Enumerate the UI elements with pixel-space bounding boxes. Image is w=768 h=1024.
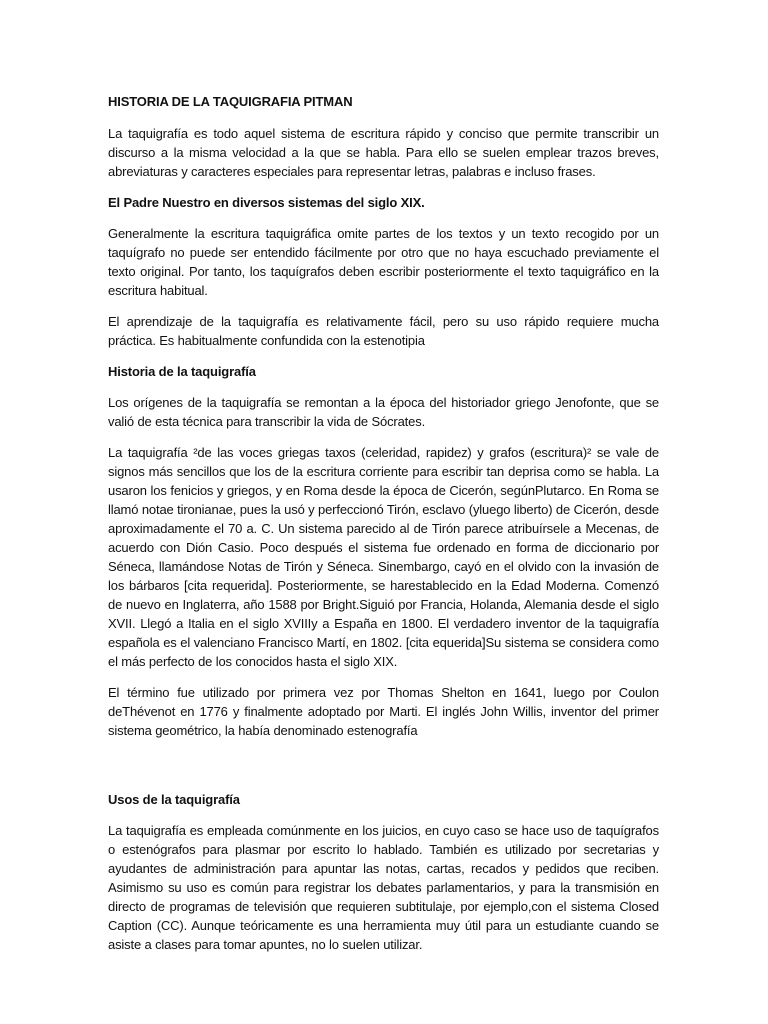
intro-paragraph: La taquigrafía es todo aquel sistema de escritura rápido y conciso que permite transcribir un discurso a la misma velocidad a la que se habla. Para ello se suelen emplear trazos breves, abreviaturas y caracteres especiales para representar letras, palabras e incluso frases. [108,126,659,179]
document-page [108,92,659,954]
heading-historia: Historia de la taquigrafía [108,364,256,379]
paragraph-voces-griegas: La taquigrafía ²de las voces griegas taxos (celeridad, rapidez) y grafos (escritura)² se vale de signos más sencillos que los de la escritura corriente para escribir tan deprisa como se habla. La usaron los fenicios y griegos, y en Roma desde la época de Cicerón, segúnPlutarco. En Roma se llamó notae tironianae, pues la usó y perfeccionó Tirón, esclavo (yluego liberto) de Cicerón, desde aproximadamente el 70 a. C. Un sistema parecido al de Tirón parece atribuírsele a Mecenas, de acuerdo con Dión Casio. Poco después el sistema fue ordenado en forma de diccionario por Séneca, llamándose Notas de Tirón y Séneca. Sinembargo, cayó en el olvido con la invasión de los bárbaros [cita requerida]. Posteriormente, se harestablecido en la Edad Moderna. Comenzó de nuevo en Inglaterra, año 1588 por Bright.Siguió por Francia, Holanda, Alemania desde el siglo XVII. Llegó a Italia en el siglo XVIIIy a España en 1800. El verdadero inventor de la taquigrafía española es el valenciano Francisco Martí, en 1802. [cita equerida]Su sistema se considera como el más perfecto de los conocidos hasta el siglo XIX. [108,445,659,669]
paragraph-usos: La taquigrafía es empleada comúnmente en los juicios, en cuyo caso se hace uso de taquígrafos o estenógrafos para plasmar por escrito lo hablado. También es utilizado por secretarias y ayudantes de administración para apuntar las notas, cartas, recados y pedidos que reciben. Asimismo su uso es común para registrar los debates parlamentarios, y para la transmisión en directo de programas de televisión que requieren subtitulaje, por ejemplo,con el sistema Closed Caption (CC). Aunque teóricamente es una herramienta muy útil para un estudiante cuando se asiste a clases para tomar apuntes, no lo suelen utilizar. [108,823,659,952]
document-title: HISTORIA DE LA TAQUIGRAFIA PITMAN [108,94,353,109]
paragraph-termino: El término fue utilizado por primera vez por Thomas Shelton en 1641, luego por Coulon deThévenot en 1776 y finalmente adoptado por Marti. El inglés John Willis, inventor del primer sistema geométrico, la había denominado estenografía [108,685,659,738]
section-spacer [108,752,659,790]
paragraph-generalmente: Generalmente la escritura taquigráfica omite partes de los textos y un texto recogido por un taquígrafo no puede ser entendido fácilmente por otro que no haya escuchado previamente el texto original. Por tanto, los taquígrafos deben escribir posteriormente el texto taquigráfico en la escritura habitual. [108,226,659,298]
heading-padre-nuestro: El Padre Nuestro en diversos sistemas del siglo XIX. [108,195,425,210]
heading-usos: Usos de la taquigrafía [108,792,240,807]
paragraph-aprendizaje: El aprendizaje de la taquigrafía es relativamente fácil, pero su uso rápido requiere mucha práctica. Es habitualmente confundida con la estenotipia [108,314,659,348]
paragraph-origenes: Los orígenes de la taquigrafía se remontan a la época del historiador griego Jenofonte, que se valió de esta técnica para transcribir la vida de Sócrates. [108,395,659,429]
